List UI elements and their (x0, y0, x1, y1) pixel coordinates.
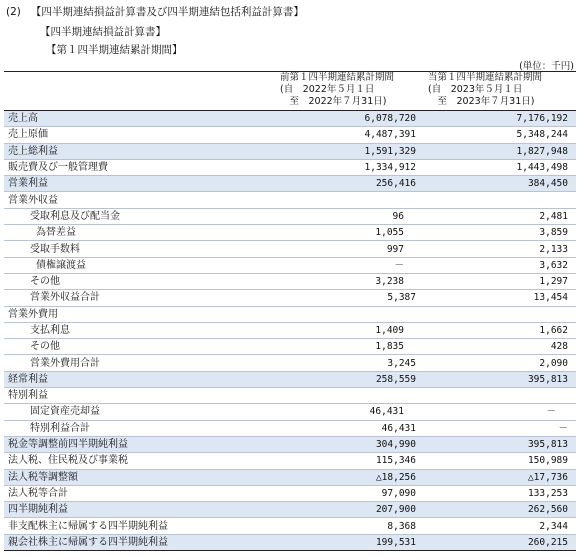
prior-value: 1,835 (276, 339, 424, 355)
table-row (4, 518, 576, 534)
current-value: △17,736 (424, 469, 576, 485)
table-row (4, 485, 576, 501)
row-label: 営業外収益 (4, 192, 276, 208)
current-value: 3,632 (424, 257, 576, 273)
row-label: 売上原価 (4, 127, 276, 143)
row-label: 為替差益 (4, 225, 276, 241)
current-period-header: 当第１四半期連結累計期間 (424, 72, 576, 85)
row-label: 四半期純利益 (4, 502, 276, 518)
prior-value (276, 388, 424, 404)
current-value: 133,253 (424, 485, 576, 501)
prior-value: 3,245 (276, 355, 424, 371)
prior-value: 256,416 (276, 176, 424, 192)
table-row (4, 127, 576, 143)
current-value: 150,989 (424, 453, 576, 469)
prior-value: 8,368 (276, 518, 424, 534)
current-value: 2,481 (424, 208, 576, 224)
row-label: 売上高 (4, 111, 276, 127)
table-row (4, 420, 576, 436)
prior-period-to: 至 2022年７月31日) (276, 96, 424, 111)
section-number: (2) (6, 6, 21, 18)
row-label: 親会社株主に帰属する四半期純利益 (4, 534, 276, 550)
prior-value: 115,346 (276, 453, 424, 469)
row-label: 営業外収益合計 (4, 290, 276, 306)
row-label: 受取手数料 (4, 241, 276, 257)
prior-value: 258,559 (276, 371, 424, 387)
row-label: 営業外費用 (4, 306, 276, 322)
row-label: 税金等調整前四半期純利益 (4, 436, 276, 452)
table-row (4, 306, 576, 322)
current-value: 13,454 (424, 290, 576, 306)
section-title: 【四半期連結損益計算書及び四半期連結包括利益計算書】 (30, 6, 304, 18)
row-label: 法人税等調整額 (4, 469, 276, 485)
table-row (4, 534, 576, 550)
row-label: 売上総利益 (4, 143, 276, 159)
current-value: 1,443,498 (424, 159, 576, 175)
prior-value: △18,256 (276, 469, 424, 485)
prior-value: 1,055 (276, 225, 424, 241)
table-row (4, 159, 576, 175)
table-row (4, 322, 576, 338)
prior-value: 5,387 (276, 290, 424, 306)
row-label: 販売費及び一般管理費 (4, 159, 276, 175)
current-value: 428 (424, 339, 576, 355)
row-label: 受取利息及び配当金 (4, 208, 276, 224)
current-value: 384,450 (424, 176, 576, 192)
current-value (424, 388, 576, 404)
prior-period-from: (自 2022年５月１日 (280, 84, 375, 95)
table-row (4, 339, 576, 355)
statement-subtitle: 【四半期連結損益計算書】 (40, 26, 166, 38)
prior-value (276, 306, 424, 322)
prior-value: 207,900 (276, 502, 424, 518)
prior-value (276, 192, 424, 208)
prior-value: 46,431 (276, 404, 424, 420)
table-row (4, 257, 576, 273)
row-label: 法人税等合計 (4, 485, 276, 501)
prior-period-header: 前第１四半期連結累計期間 (276, 72, 424, 85)
row-label: 経常利益 (4, 371, 276, 387)
current-period-from: (自 2023年５月１日 (428, 84, 523, 95)
prior-value: 1,591,329 (276, 143, 424, 159)
current-value: 2,090 (424, 355, 576, 371)
table-row (4, 290, 576, 306)
current-value (424, 306, 576, 322)
row-label: 債権譲渡益 (4, 257, 276, 273)
row-label: その他 (4, 273, 276, 289)
current-value: 262,560 (424, 502, 576, 518)
prior-value: 1,334,912 (276, 159, 424, 175)
prior-value: 304,990 (276, 436, 424, 452)
row-label: 特別利益合計 (4, 420, 276, 436)
current-value: 1,662 (424, 322, 576, 338)
current-value: 5,348,244 (424, 127, 576, 143)
current-value (424, 192, 576, 208)
table-row (4, 208, 576, 224)
current-value: 260,215 (424, 534, 576, 550)
row-label: 固定資産売却益 (4, 404, 276, 420)
prior-value: 96 (276, 208, 424, 224)
current-value: 2,344 (424, 518, 576, 534)
prior-value: 997 (276, 241, 424, 257)
current-value: 395,813 (424, 371, 576, 387)
current-value: 2,133 (424, 241, 576, 257)
table-row (4, 453, 576, 469)
table-row (4, 225, 576, 241)
row-label: 非支配株主に帰属する四半期純利益 (4, 518, 276, 534)
prior-value: 97,090 (276, 485, 424, 501)
current-value: 1,297 (424, 273, 576, 289)
row-label: 営業利益 (4, 176, 276, 192)
table-row (4, 371, 576, 387)
current-period-to: 至 2023年７月31日) (424, 96, 576, 111)
prior-value: 3,238 (276, 273, 424, 289)
prior-value: － (276, 257, 424, 273)
table-row (4, 404, 576, 420)
unit-label: (単位：千円) (519, 61, 574, 72)
prior-value: 1,409 (276, 322, 424, 338)
prior-value: 6,078,720 (276, 111, 424, 127)
table-row (4, 273, 576, 289)
prior-value: 46,431 (276, 420, 424, 436)
income-statement-table (4, 71, 576, 551)
table-row (4, 176, 576, 192)
current-value: 1,827,948 (424, 143, 576, 159)
current-value: 395,813 (424, 436, 576, 452)
period-title: 【第１四半期連結累計期間】 (46, 44, 183, 56)
table-row (4, 436, 576, 452)
current-value: 7,176,192 (424, 111, 576, 127)
header-blank (4, 72, 276, 85)
current-value: 3,859 (424, 225, 576, 241)
table-row (4, 502, 576, 518)
row-label: その他 (4, 339, 276, 355)
current-value: － (424, 420, 576, 436)
table-row (4, 388, 576, 404)
row-label: 法人税、住民税及び事業税 (4, 453, 276, 469)
row-label: 営業外費用合計 (4, 355, 276, 371)
table-row (4, 111, 576, 127)
table-row (4, 469, 576, 485)
prior-value: 199,531 (276, 534, 424, 550)
prior-value: 4,487,391 (276, 127, 424, 143)
table-row (4, 143, 576, 159)
table-row (4, 192, 576, 208)
current-value: － (424, 404, 576, 420)
row-label: 支払利息 (4, 322, 276, 338)
table-row (4, 355, 576, 371)
row-label: 特別利益 (4, 388, 276, 404)
section-heading (6, 4, 304, 19)
table-row (4, 241, 576, 257)
